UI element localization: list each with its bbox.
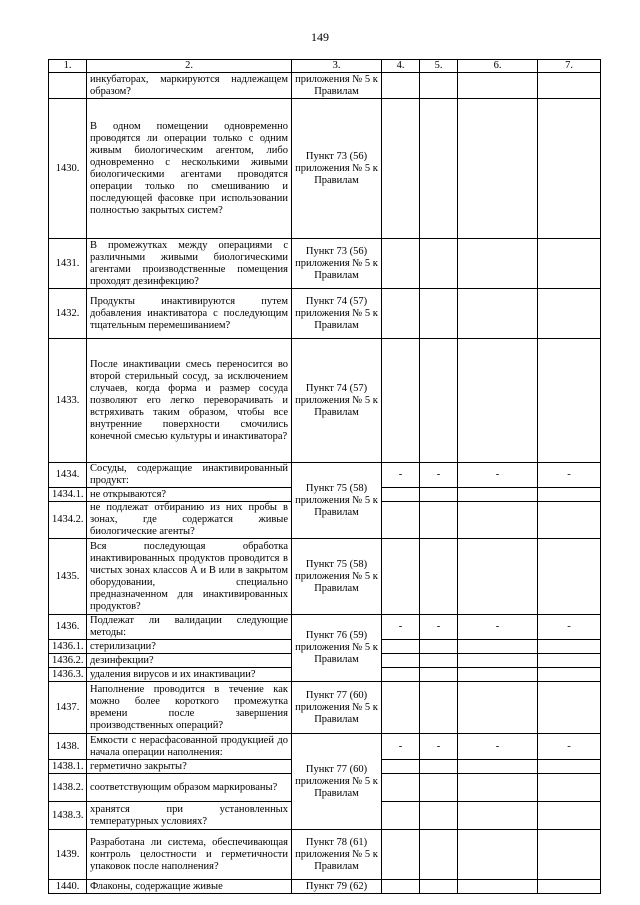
answer-cell: - <box>538 734 601 760</box>
table-row <box>49 682 601 734</box>
answer-cell <box>458 654 538 668</box>
answer-cell <box>420 99 458 239</box>
row-number: 1436.3. <box>49 668 87 682</box>
regulation-reference: Пункт 78 (61) приложения № 5 к Правилам <box>292 830 382 880</box>
row-number: 1435. <box>49 539 87 615</box>
answer-cell <box>382 668 420 682</box>
answer-cell: - <box>538 463 601 488</box>
answer-cell <box>458 668 538 682</box>
table-row <box>49 880 601 894</box>
answer-cell <box>382 488 420 502</box>
answer-cell <box>382 830 420 880</box>
answer-cell <box>538 73 601 99</box>
answer-cell <box>420 488 458 502</box>
answer-cell <box>382 654 420 668</box>
answer-cell <box>538 640 601 654</box>
answer-cell <box>420 830 458 880</box>
row-number: 1437. <box>49 682 87 734</box>
answer-cell <box>420 339 458 463</box>
answer-cell <box>458 73 538 99</box>
answer-cell <box>420 760 458 774</box>
answer-cell <box>382 880 420 894</box>
row-number: 1436. <box>49 615 87 640</box>
col-header: 2. <box>87 60 292 73</box>
answer-cell <box>420 73 458 99</box>
requirement-text: герметично закрыты? <box>87 760 292 774</box>
row-number: 1433. <box>49 339 87 463</box>
answer-cell <box>458 289 538 339</box>
regulation-reference: приложения № 5 к Правилам <box>292 73 382 99</box>
requirement-text: соответствующим образом маркированы? <box>87 774 292 802</box>
table-row <box>49 734 601 760</box>
row-number: 1436.1. <box>49 640 87 654</box>
row-number: 1434. <box>49 463 87 488</box>
answer-cell <box>382 99 420 239</box>
answer-cell <box>420 239 458 289</box>
col-header: 6. <box>458 60 538 73</box>
page-number: 149 <box>311 30 329 44</box>
answer-cell: - <box>382 734 420 760</box>
answer-cell <box>538 682 601 734</box>
answer-cell <box>458 802 538 830</box>
answer-cell <box>538 339 601 463</box>
answer-cell: - <box>458 734 538 760</box>
answer-cell: - <box>382 615 420 640</box>
row-number: 1432. <box>49 289 87 339</box>
answer-cell <box>538 99 601 239</box>
answer-cell <box>382 760 420 774</box>
requirement-text: не открываются? <box>87 488 292 502</box>
answer-cell: - <box>420 734 458 760</box>
regulation-reference: Пункт 73 (56) приложения № 5 к Правилам <box>292 239 382 289</box>
requirement-text: Подлежат ли валидации следующие методы: <box>87 615 292 640</box>
row-number: 1434.2. <box>49 502 87 539</box>
requirement-text: Наполнение проводится в течение как можно более короткого промежутка времени после завершения производственных операций? <box>87 682 292 734</box>
col-header: 4. <box>382 60 420 73</box>
requirement-text: хранятся при установленных температурных условиях? <box>87 802 292 830</box>
table-row <box>49 239 601 289</box>
answer-cell <box>420 774 458 802</box>
requirement-text: дезинфекции? <box>87 654 292 668</box>
answer-cell: - <box>420 463 458 488</box>
answer-cell <box>420 289 458 339</box>
row-number: 1440. <box>49 880 87 894</box>
regulation-reference: Пункт 75 (58) приложения № 5 к Правилам <box>292 463 382 539</box>
answer-cell <box>458 830 538 880</box>
answer-cell <box>458 682 538 734</box>
table-row <box>49 615 601 640</box>
requirement-text: Разработана ли система, обеспечивающая контроль целостности и герметичности упаковок после наполнения? <box>87 830 292 880</box>
table-row <box>49 339 601 463</box>
header-row <box>49 60 601 73</box>
row-number: 1439. <box>49 830 87 880</box>
row-number <box>49 73 87 99</box>
answer-cell <box>458 539 538 615</box>
answer-cell <box>458 488 538 502</box>
answer-cell <box>382 502 420 539</box>
answer-cell <box>458 99 538 239</box>
row-number: 1438.2. <box>49 774 87 802</box>
answer-cell <box>420 682 458 734</box>
answer-cell <box>538 502 601 539</box>
requirement-text: После инактивации смесь переносится во второй стерильный сосуд, за исключением случаев, когда форма и размер сосуда позволяют его легко переворачивать и встряхивать таким образом, чтобы все внутренние поверхности смочились конечной смесью культуры и инактиватора? <box>87 339 292 463</box>
table-row <box>49 289 601 339</box>
answer-cell: - <box>458 463 538 488</box>
answer-cell <box>538 802 601 830</box>
regulation-reference: Пункт 73 (56) приложения № 5 к Правилам <box>292 99 382 239</box>
answer-cell <box>458 640 538 654</box>
regulation-reference: Пункт 74 (57) приложения № 5 к Правилам <box>292 289 382 339</box>
answer-cell <box>420 502 458 539</box>
answer-cell <box>538 774 601 802</box>
row-number: 1436.2. <box>49 654 87 668</box>
answer-cell <box>538 289 601 339</box>
answer-cell: - <box>458 615 538 640</box>
answer-cell <box>420 668 458 682</box>
answer-cell <box>538 880 601 894</box>
regulation-reference: Пункт 75 (58) приложения № 5 к Правилам <box>292 539 382 615</box>
table-row <box>49 73 601 99</box>
answer-cell <box>382 239 420 289</box>
row-number: 1438.3. <box>49 802 87 830</box>
answer-cell <box>382 802 420 830</box>
answer-cell <box>420 640 458 654</box>
answer-cell <box>382 289 420 339</box>
answer-cell: - <box>420 615 458 640</box>
checklist-table <box>48 59 601 894</box>
answer-cell <box>538 760 601 774</box>
regulation-reference: Пункт 77 (60) приложения № 5 к Правилам <box>292 682 382 734</box>
col-header: 5. <box>420 60 458 73</box>
row-number: 1434.1. <box>49 488 87 502</box>
answer-cell <box>382 539 420 615</box>
row-number: 1431. <box>49 239 87 289</box>
answer-cell <box>538 239 601 289</box>
table-row <box>49 463 601 488</box>
regulation-reference: Пункт 74 (57) приложения № 5 к Правилам <box>292 339 382 463</box>
answer-cell <box>538 654 601 668</box>
answer-cell <box>458 880 538 894</box>
requirement-text: Сосуды, содержащие инактивированный продукт: <box>87 463 292 488</box>
answer-cell <box>458 774 538 802</box>
answer-cell: - <box>538 615 601 640</box>
table-row <box>49 830 601 880</box>
regulation-reference: Пункт 76 (59) приложения № 5 к Правилам <box>292 615 382 682</box>
requirement-text: не подлежат отбиранию из них пробы в зонах, где содержатся живые биологические агенты? <box>87 502 292 539</box>
requirement-text: Флаконы, содержащие живые <box>87 880 292 894</box>
answer-cell <box>420 880 458 894</box>
answer-cell <box>538 488 601 502</box>
answer-cell <box>458 502 538 539</box>
col-header: 3. <box>292 60 382 73</box>
answer-cell <box>538 668 601 682</box>
table-row <box>49 99 601 239</box>
requirement-text: Вся последующая обработка инактивированных продуктов проводится в чистых зонах классов А и В или в закрытом оборудовании, специально предназначенном для инактивированных продуктов? <box>87 539 292 615</box>
row-number: 1438. <box>49 734 87 760</box>
answer-cell <box>458 239 538 289</box>
answer-cell <box>538 539 601 615</box>
regulation-reference: Пункт 79 (62) <box>292 880 382 894</box>
answer-cell <box>538 830 601 880</box>
requirement-text: В промежутках между операциями с различными живыми биологическими агентами производственные помещения проходят дезинфекцию? <box>87 239 292 289</box>
requirement-text: удаления вирусов и их инактивации? <box>87 668 292 682</box>
col-header: 7. <box>538 60 601 73</box>
requirement-text: Продукты инактивируются путем добавления инактиватора с последующим тщательным перемешиванием? <box>87 289 292 339</box>
answer-cell <box>382 640 420 654</box>
col-header: 1. <box>49 60 87 73</box>
answer-cell <box>382 682 420 734</box>
answer-cell <box>382 774 420 802</box>
answer-cell <box>420 654 458 668</box>
answer-cell <box>420 539 458 615</box>
table-row <box>49 539 601 615</box>
requirement-text: В одном помещении одновременно проводятся ли операции только с одним живым биологическим агентом, либо одновременно с несколькими живыми биологическими агентами проводятся операции только по смешиванию и последующей фасовке при использовании полностью закрытых систем? <box>87 99 292 239</box>
row-number: 1438.1. <box>49 760 87 774</box>
requirement-text: Емкости с нерасфасованной продукцией до начала операции наполнения: <box>87 734 292 760</box>
requirement-text: стерилизации? <box>87 640 292 654</box>
answer-cell <box>458 760 538 774</box>
requirement-text: инкубаторах, маркируются надлежащем образом? <box>87 73 292 99</box>
answer-cell <box>382 339 420 463</box>
answer-cell <box>420 802 458 830</box>
answer-cell: - <box>382 463 420 488</box>
answer-cell <box>382 73 420 99</box>
answer-cell <box>458 339 538 463</box>
regulation-reference: Пункт 77 (60) приложения № 5 к Правилам <box>292 734 382 830</box>
row-number: 1430. <box>49 99 87 239</box>
